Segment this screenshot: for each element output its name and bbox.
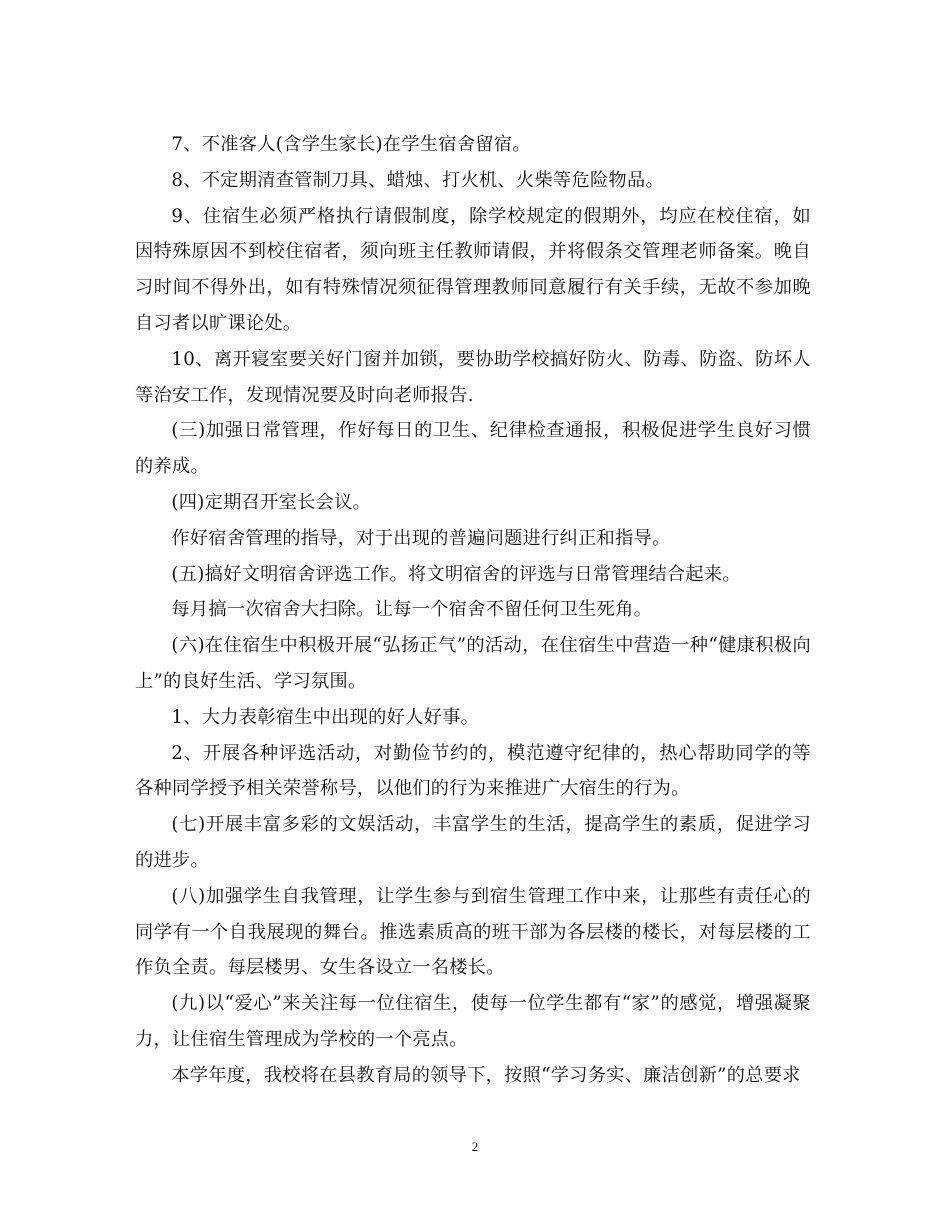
paragraph: 8、不定期清查管制刀具、蜡烛、打火机、火柴等危险物品。 — [171, 169, 664, 191]
document-body — [135, 127, 811, 1094]
paragraph: (三)加强日常管理，作好每日的卫生、纪律检查通报，积极促进学生良好习惯的养成。 — [135, 420, 811, 478]
paragraph: 9、住宿生必须严格执行请假制度，除学校规定的假期外，均应在校住宿，如因特殊原因不到校住宿者，须向班主任教师请假，并将假条交管理老师备案。晚自习时间不得外出，如有特殊情况须征得管理教师同意履行有关手续，无故不参加晚自习者以旷课论处。 — [135, 205, 811, 334]
paragraph: 10、离开寝室要关好门窗并加锁，要协助学校搞好防火、防毒、防盗、防坏人等治安工作，发现情况要及时向老师报告. — [135, 348, 811, 406]
paragraph: 每月搞一次宿舍大扫除。让每一个宿舍不留任何卫生死角。 — [171, 599, 653, 621]
paragraph: 1、大力表彰宿生中出现的好人好事。 — [171, 706, 480, 728]
paragraph: (八)加强学生自我管理，让学生参与到宿生管理工作中来，让那些有责任心的同学有一个自我展现的舞台。推选素质高的班干部为各层楼的楼长，对每层楼的工作负全责。每层楼男、女生各设立一名楼长。 — [135, 885, 811, 979]
paragraph: (四)定期召开室长会议。 — [171, 491, 372, 513]
paragraph: (九)以“爱心”来关注每一位住宿生，使每一位学生都有“家”的感觉，增强凝聚力，让住宿生管理成为学校的一个亮点。 — [135, 993, 811, 1050]
paragraph: 本学年度，我校将在县教育局的领导下，按照“学习务实、廉洁创新”的总要求 — [171, 1064, 801, 1086]
paragraph: 2、开展各种评选活动，对勤俭节约的，模范遵守纪律的，热心帮助同学的等各种同学授予相关荣誉称号，以他们的行为来推进广大宿生的行为。 — [135, 742, 811, 800]
paragraph: (七)开展丰富多彩的文娱活动，丰富学生的生活，提高学生的素质，促进学习的进步。 — [135, 814, 811, 871]
paragraph: 7、不准客人(含学生家长)在学生宿舍留宿。 — [171, 134, 531, 155]
paragraph: (六)在住宿生中积极开展“弘扬正气”的活动，在住宿生中营造一种“健康积极向上”的良好生活、学习氛围。 — [135, 635, 811, 692]
paragraph: 作好宿舍管理的指导，对于出现的普遍问题进行纠正和指导。 — [171, 527, 671, 549]
page-number: 2 — [471, 1139, 479, 1154]
paragraph: (五)搞好文明宿舍评选工作。将文明宿舍的评选与日常管理结合起来。 — [171, 563, 741, 585]
